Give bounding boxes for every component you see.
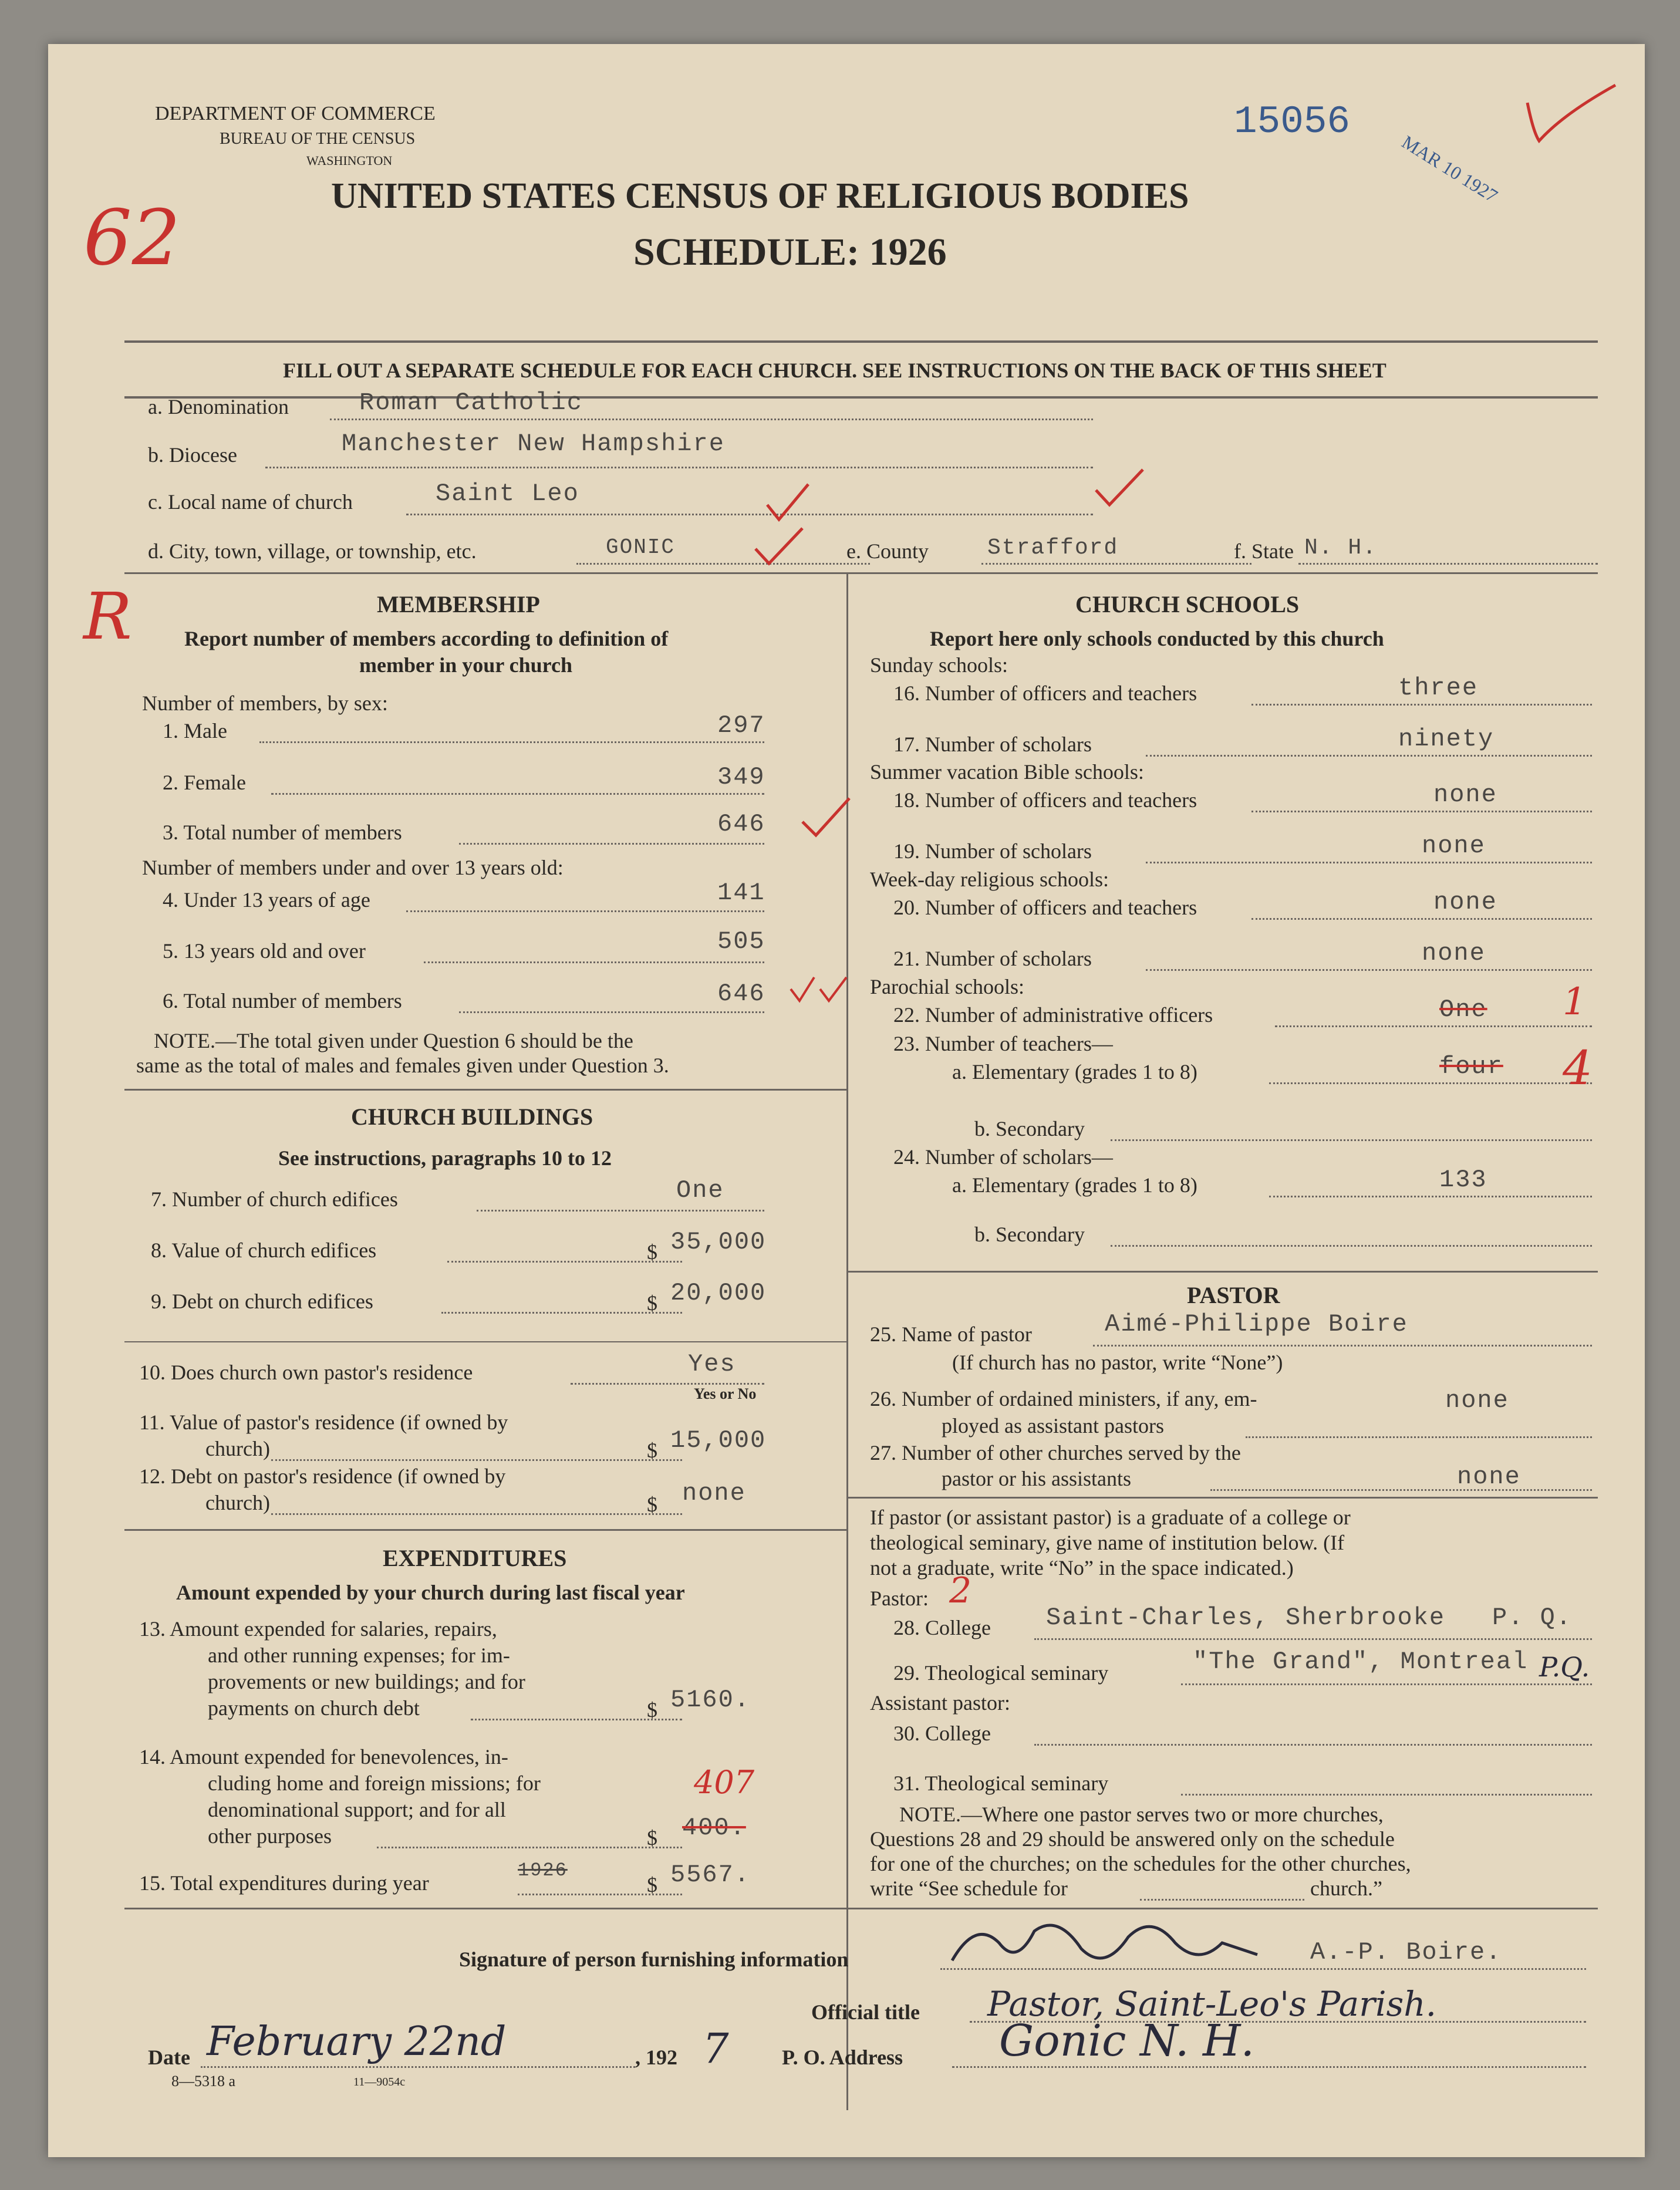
q16-value[interactable]: three [1398, 674, 1479, 702]
check-mark-icon [1093, 467, 1146, 514]
q12-value[interactable]: none [682, 1479, 746, 1507]
q21-label: 21. Number of scholars [893, 947, 1092, 970]
q6-value[interactable]: 646 [717, 980, 765, 1008]
pastor-note-5: church.” [1310, 1877, 1382, 1900]
fill-line [1246, 1436, 1592, 1438]
q15-value[interactable]: 5567. [670, 1861, 751, 1889]
q18-value[interactable]: none [1433, 781, 1497, 809]
fill-line [1111, 1139, 1592, 1141]
q22-label: 22. Number of administrative officers [893, 1003, 1213, 1027]
fill-line [330, 419, 1093, 420]
pastor-note-1: NOTE.—Where one pastor serves two or more churches, [899, 1803, 1384, 1826]
q26-value[interactable]: none [1445, 1386, 1509, 1415]
q7-label: 7. Number of church edifices [151, 1187, 398, 1211]
address-label: P. O. Address [782, 2046, 903, 2069]
membership-heading: MEMBERSHIP [377, 591, 540, 617]
q21-value[interactable]: none [1422, 939, 1486, 967]
year-prefix: , 192 [635, 2046, 677, 2069]
graduate-note-1: If pastor (or assistant pastor) is a graduate of a college or [870, 1506, 1351, 1529]
rule [846, 1271, 1598, 1273]
year-digit[interactable]: 7 [703, 2024, 729, 2073]
bureau: BUREAU OF THE CENSUS [220, 130, 416, 148]
date-label: Date [148, 2046, 190, 2069]
expenditures-heading: EXPENDITURES [383, 1545, 567, 1571]
church-name-value[interactable]: Saint Leo [436, 480, 579, 508]
fill-line [1269, 1082, 1592, 1084]
q14-value[interactable]: 400. [682, 1814, 746, 1842]
q25-hint: (If church has no pastor, write “None”) [952, 1351, 1283, 1374]
q26-label-1: 26. Number of ordained ministers, if any, em- [870, 1387, 1257, 1410]
fill-line [459, 843, 764, 845]
diocese-label: b. Diocese [148, 443, 237, 467]
q26-label-2: ployed as assistant pastors [942, 1414, 1164, 1437]
q14-label-3: denominational support; and for all [208, 1798, 506, 1821]
state-label: f. State [1234, 539, 1294, 563]
fill-line [1146, 862, 1592, 863]
q17-label: 17. Number of scholars [893, 733, 1092, 756]
rule [124, 1908, 1598, 1909]
rule [124, 1089, 846, 1091]
q28-addition: P. Q. [1492, 1604, 1573, 1632]
q31-label: 31. Theological seminary [893, 1771, 1109, 1795]
q13-label-4: payments on church debt [208, 1696, 420, 1720]
q20-value[interactable]: none [1433, 888, 1497, 916]
fill-line [459, 1011, 764, 1013]
rule [124, 396, 1598, 399]
q15-struck-value: 1926 [518, 1860, 568, 1881]
membership-intro-1: Report number of members according to definition of [184, 627, 669, 650]
q9-value[interactable]: 20,000 [670, 1279, 767, 1307]
city: WASHINGTON [306, 153, 393, 168]
fill-line [265, 467, 1093, 468]
fill-line [441, 1312, 682, 1314]
q22-correction: 1 [1563, 980, 1587, 1024]
q23a-label: a. Elementary (grades 1 to 8) [952, 1060, 1197, 1084]
q16-label: 16. Number of officers and teachers [893, 681, 1197, 705]
q13-value[interactable]: 5160. [670, 1686, 751, 1714]
q2-label: 2. Female [163, 771, 246, 794]
q27-label-1: 27. Number of other churches served by the [870, 1441, 1241, 1465]
census-form [48, 44, 1645, 2157]
date-value[interactable]: February 22nd [207, 2019, 507, 2065]
rule [124, 1529, 846, 1531]
check-mark-icon [799, 795, 852, 842]
fill-line [981, 563, 1251, 565]
q3-value[interactable]: 646 [717, 810, 765, 838]
q10-label: 10. Does church own pastor's residence [139, 1361, 473, 1384]
q24a-label: a. Elementary (grades 1 to 8) [952, 1173, 1197, 1197]
buildings-heading: CHURCH BUILDINGS [351, 1104, 593, 1130]
church-name-label: c. Local name of church [148, 490, 353, 514]
print-number: 11—9054c [353, 2076, 406, 2088]
fill-line [1146, 969, 1592, 971]
members-by-sex: Number of members, by sex: [142, 691, 388, 715]
fill-line [1275, 1025, 1592, 1027]
q23a-correction: 4 [1563, 1041, 1593, 1095]
q13-label-3: provements or new buildings; and for [208, 1670, 525, 1693]
q9-label: 9. Debt on church edifices [151, 1290, 373, 1313]
fill-line [1140, 1899, 1304, 1901]
official-title-value[interactable]: Pastor, Saint-Leo's Parish. [987, 1984, 1437, 2024]
pastor-label: Pastor: [870, 1587, 929, 1610]
q27-value[interactable]: none [1457, 1463, 1521, 1491]
q29-value[interactable]: "The Grand", Montreal [1193, 1648, 1529, 1676]
q10-value[interactable]: Yes [688, 1350, 736, 1378]
form-number: 8—5318 a [171, 2073, 236, 2090]
assistant-label: Assistant pastor: [870, 1691, 1010, 1715]
signature-scribble [940, 1908, 1269, 1978]
state-value[interactable]: N. H. [1304, 535, 1378, 561]
expenditures-sub: Amount expended by your church during last fiscal year [176, 1581, 685, 1604]
fill-line [1181, 1683, 1592, 1685]
sunday-schools: Sunday schools: [870, 653, 1008, 677]
schedule-title: SCHEDULE: 1926 [633, 231, 947, 274]
q11-value[interactable]: 15,000 [670, 1426, 767, 1455]
check-mark-icon [788, 974, 852, 1010]
rule [124, 1341, 846, 1342]
q30-label: 30. College [893, 1722, 991, 1745]
q5-value[interactable]: 505 [717, 927, 765, 956]
summer-schools: Summer vacation Bible schools: [870, 760, 1144, 784]
denomination-label: a. Denomination [148, 395, 289, 419]
dollar-sign: $ [647, 1240, 657, 1264]
county-value[interactable]: Strafford [987, 535, 1119, 561]
address-value[interactable]: Gonic N. H. [999, 2016, 1255, 2066]
pastor-note-4: write “See schedule for [870, 1877, 1068, 1900]
fill-line [259, 741, 764, 743]
fill-line [1298, 563, 1598, 565]
dollar-sign: $ [647, 1291, 657, 1315]
fill-line [1251, 811, 1592, 812]
q14-label-2: cluding home and foreign missions; for [208, 1771, 541, 1795]
q24-label: 24. Number of scholars— [893, 1145, 1113, 1169]
stamp-date: MAR 10 1927 [1398, 131, 1502, 207]
q14-correction: 407 [694, 1764, 755, 1801]
q23b-label: b. Secondary [974, 1117, 1085, 1140]
buildings-sub: See instructions, paragraphs 10 to 12 [278, 1146, 612, 1170]
fill-line [271, 793, 764, 795]
rule [124, 572, 1598, 574]
signature-label: Signature of person furnishing information [459, 1948, 849, 1971]
q8-value[interactable]: 35,000 [670, 1228, 767, 1256]
q14-label-1: 14. Amount expended for benevolences, in- [139, 1745, 508, 1769]
fill-line [1210, 1489, 1592, 1491]
rule [124, 340, 1598, 343]
q7-value[interactable]: One [676, 1176, 724, 1204]
q12-label-1: 12. Debt on pastor's residence (if owned by [139, 1465, 506, 1488]
fill-line [1269, 1196, 1592, 1197]
check-mark-icon [753, 525, 805, 572]
q13-label-1: 13. Amount expended for salaries, repairs, [139, 1617, 497, 1641]
q6-label: 6. Total number of members [163, 989, 402, 1013]
signature-typed[interactable]: A.-P. Boire. [1310, 1938, 1502, 1966]
parochial-schools: Parochial schools: [870, 975, 1024, 998]
fill-line [1034, 1744, 1592, 1746]
fill-line [271, 1513, 682, 1515]
pastor-note-2: Questions 28 and 29 should be answered only on the schedule [870, 1827, 1395, 1851]
q28-value[interactable]: Saint-Charles, Sherbrooke [1046, 1604, 1446, 1632]
denomination-value[interactable]: Roman Catholic [359, 389, 583, 417]
q24a-value[interactable]: 133 [1439, 1166, 1487, 1194]
q3-label: 3. Total number of members [163, 821, 402, 844]
membership-intro-2: member in your church [359, 653, 573, 677]
schools-sub: Report here only schools conducted by this church [930, 627, 1384, 650]
q25-label: 25. Name of pastor [870, 1322, 1032, 1346]
fill-line [1251, 704, 1592, 706]
q4-label: 4. Under 13 years of age [163, 888, 370, 912]
city-label: d. City, town, village, or township, etc. [148, 539, 477, 563]
fill-line [406, 910, 764, 912]
q24b-label: b. Secondary [974, 1223, 1085, 1246]
yes-no-hint: Yes or No [694, 1385, 757, 1402]
q23a-value[interactable]: four [1439, 1052, 1503, 1081]
q2-value[interactable]: 349 [717, 763, 765, 791]
stamp-number: 15056 [1234, 100, 1351, 144]
check-mark-icon [764, 481, 811, 528]
membership-note-2: same as the total of males and females given under Question 3. [136, 1054, 669, 1077]
weekday-schools: Week-day religious schools: [870, 868, 1109, 891]
pastor-note-3: for one of the churches; on the schedules for the other churches, [870, 1852, 1411, 1875]
q1-label: 1. Male [163, 719, 227, 743]
fill-line [576, 563, 870, 565]
fill-line [201, 2066, 635, 2068]
pastor-heading: PASTOR [1187, 1282, 1280, 1308]
fill-line [1181, 1794, 1592, 1796]
diocese-value[interactable]: Manchester New Hampshire [342, 430, 725, 458]
q11-label-2: church) [205, 1437, 270, 1460]
margin-mark-number: 62 [83, 193, 181, 282]
fill-line [952, 2066, 1586, 2068]
q29-label: 29. Theological seminary [893, 1661, 1109, 1685]
q20-label: 20. Number of officers and teachers [893, 896, 1197, 919]
fill-line [1093, 1345, 1592, 1347]
dollar-sign: $ [647, 1698, 657, 1722]
q17-value[interactable]: ninety [1398, 725, 1495, 753]
q28-label: 28. College [893, 1616, 991, 1639]
dollar-sign: $ [647, 1493, 657, 1516]
department: DEPARTMENT OF COMMERCE [155, 103, 436, 124]
q5-label: 5. 13 years old and over [163, 939, 366, 963]
schools-heading: CHURCH SCHOOLS [1075, 591, 1300, 617]
q29-addition: P.Q. [1539, 1651, 1590, 1683]
official-title-label: Official title [811, 2000, 920, 2024]
pastor-mark: 2 [949, 1570, 972, 1611]
fill-line [1251, 918, 1592, 920]
q11-label-1: 11. Value of pastor's residence (if owned by [139, 1410, 508, 1434]
check-mark-icon [1516, 79, 1621, 161]
q1-value[interactable]: 297 [717, 711, 765, 740]
fill-line [477, 1210, 764, 1212]
instruction-banner: FILL OUT A SEPARATE SCHEDULE FOR EACH CHURCH. SEE INSTRUCTIONS ON THE BACK OF THIS SHEET [283, 359, 1386, 382]
dollar-sign: $ [647, 1873, 657, 1897]
q19-label: 19. Number of scholars [893, 839, 1092, 863]
fill-line [1111, 1245, 1592, 1247]
membership-note-1: NOTE.—The total given under Question 6 should be the [154, 1029, 633, 1052]
q19-value[interactable]: none [1422, 832, 1486, 860]
q13-label-2: and other running expenses; for im- [208, 1644, 510, 1667]
dollar-sign: $ [647, 1439, 657, 1462]
q25-value[interactable]: Aimé-Philippe Boire [1105, 1310, 1408, 1338]
q22-value[interactable]: One [1439, 996, 1487, 1024]
fill-line [518, 1894, 682, 1895]
graduate-note-3: not a graduate, write “No” in the space indicated.) [870, 1556, 1294, 1580]
graduate-note-2: theological seminary, give name of institution below. (If [870, 1531, 1345, 1554]
q14-label-4: other purposes [208, 1824, 332, 1848]
fill-line [571, 1383, 764, 1385]
q27-label-2: pastor or his assistants [942, 1467, 1131, 1490]
members-by-age: Number of members under and over 13 years old: [142, 856, 564, 879]
q4-value[interactable]: 141 [717, 879, 765, 907]
fill-line [377, 1847, 682, 1848]
q15-label: 15. Total expenditures during year [139, 1871, 429, 1895]
q18-label: 18. Number of officers and teachers [893, 788, 1197, 812]
q12-label-2: church) [205, 1491, 270, 1514]
fill-line [424, 961, 764, 963]
q23-label: 23. Number of teachers— [893, 1032, 1113, 1055]
dollar-sign: $ [647, 1826, 657, 1850]
fill-line [271, 1459, 682, 1461]
fill-line [1034, 1638, 1592, 1640]
fill-line [406, 514, 1093, 515]
form-title: UNITED STATES CENSUS OF RELIGIOUS BODIES [331, 176, 1189, 216]
rule [846, 1497, 1598, 1499]
fill-line [1146, 755, 1592, 757]
q8-label: 8. Value of church edifices [151, 1239, 377, 1262]
margin-mark-letter: R [83, 579, 132, 654]
county-label: e. County [846, 539, 929, 563]
city-value[interactable]: GONIC [606, 535, 676, 559]
